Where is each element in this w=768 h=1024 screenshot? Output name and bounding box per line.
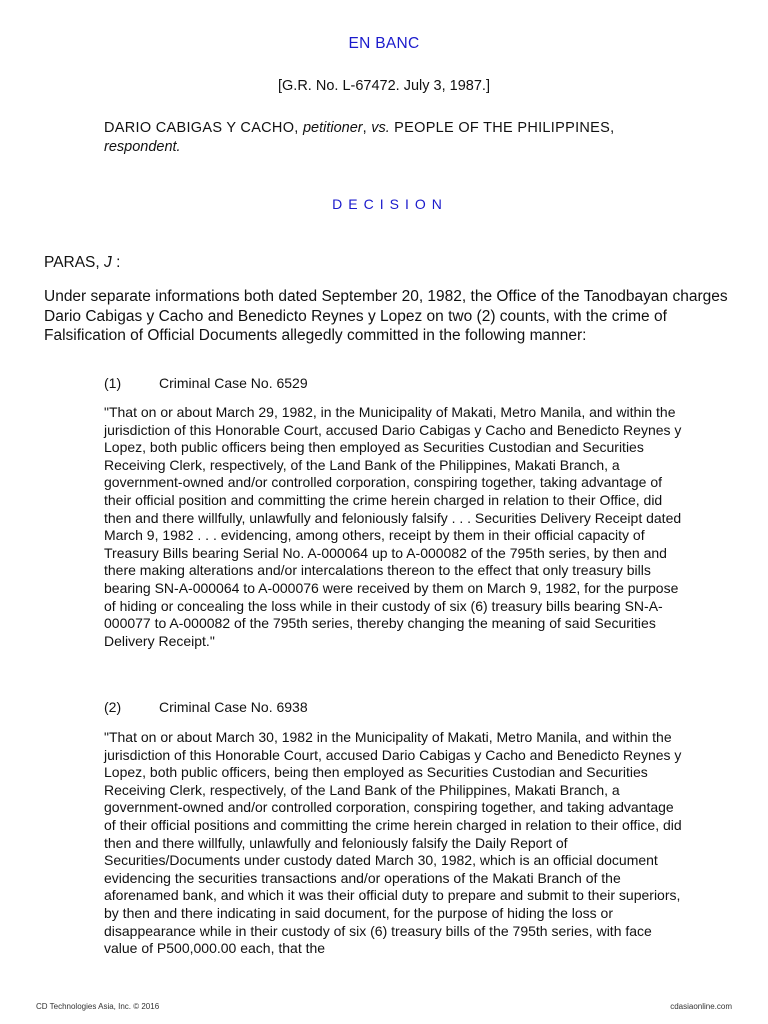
separator: , xyxy=(362,120,372,136)
versus-label: vs. xyxy=(371,120,390,136)
case-quote-2: "That on or about March 30, 1982 in the Municipality of Makati, Metro Manila, and within the jurisdiction of this Honorable Court, accused Dario Cabigas y Cacho and Benedicto Reynes y Lopez, both public officers, being then employed as Securities Custodian and Securities Receiving Clerk, respectively, of the Land Bank of the Philippines, Makati Branch, a government-owned and/or controlled corporation, conspiring together, and taking advantage of their official positions and committing the crime herein charged in relation to their office, did then and there willfully, unlawfully and feloniously falsify the Daily Report of Securities/Documents under custody dated March 30, 1982, which is an official document evidencing the securities transactions and/or operations of the Makati Branch of the aforenamed bank, and which it was their official duty to prepare and submit to their superiors, by then and there indicating in said document, for the purpose of hiding the loss or disappearance while in their custody of six (6) treasury bills of the 795th series, with face value of P500,000.00 each, that the xyxy=(104,729,682,957)
case-quote-1: "That on or about March 29, 1982, in the Municipality of Makati, Metro Manila, and within the jurisdiction of this Honorable Court, accused Dario Cabigas y Cacho and Benedicto Reynes y Lopez, both public officers being then employed as Securities Custodian and Securities Receiving Clerk, respectively, of the Land Bank of the Philippines, Makati Branch, a government-owned and/or controlled corporation, conspiring together, taking advantage of their official position and committing the crime herein charged in relation to their Office, did then and there willfully, unlawfully and feloniously falsify . . . Securities Delivery Receipt dated March 9, 1982 . . . evidencing, among others, receipt by them in their official capacity of Treasury Bills bearing Serial No. A-000064 up to A-000082 of the 795th series, by then and there making alterations and/or intercalations thereon to the effect that only treasury bills bearing SN-A-000064 to A-000076 were received by them on March 9, 1982, for the purpose of hiding or concealing the loss while in their custody of six (6) treasury bills bearing SN-A-000077 to A-000082 of the 795th series, thereby changing the meaning of said Securities Delivery Receipt." xyxy=(104,404,682,649)
case-heading-2 xyxy=(104,699,308,715)
petitioner-label: petitioner xyxy=(302,120,363,136)
case-parties xyxy=(104,119,664,157)
judge-suffix: : xyxy=(111,254,121,271)
judge-title: J xyxy=(104,254,112,271)
case-number-label: (1) xyxy=(104,375,122,391)
ponente xyxy=(44,254,120,272)
court-division: EN BANC xyxy=(348,35,420,52)
separator: , xyxy=(294,120,303,136)
petitioner-name: DARIO CABIGAS Y CACHO xyxy=(104,120,295,136)
case-heading-1 xyxy=(104,375,308,391)
judge-name: PARAS, xyxy=(44,254,105,271)
footer-website: cdasiaonline.com xyxy=(670,1002,732,1011)
respondent-name: PEOPLE OF THE PHILIPPINES xyxy=(394,120,611,136)
case-title: Criminal Case No. 6529 xyxy=(159,375,308,391)
case-number-label: (2) xyxy=(104,699,122,715)
respondent-label: respondent. xyxy=(104,139,181,155)
intro-paragraph: Under separate informations both dated September 20, 1982, the Office of the Tanodbayan charges Dario Cabigas y Cacho and Benedicto Reynes y Lopez on two (2) counts, with the crime of Falsification of Official Documents allegedly committed in the following manner: xyxy=(44,288,728,344)
case-title: Criminal Case No. 6938 xyxy=(159,699,308,715)
decision-heading: DECISION xyxy=(332,196,448,212)
footer-copyright: CD Technologies Asia, Inc. © 2016 xyxy=(36,1002,160,1011)
separator: , xyxy=(610,120,615,136)
case-number: [G.R. No. L-67472. July 3, 1987.] xyxy=(278,78,490,94)
